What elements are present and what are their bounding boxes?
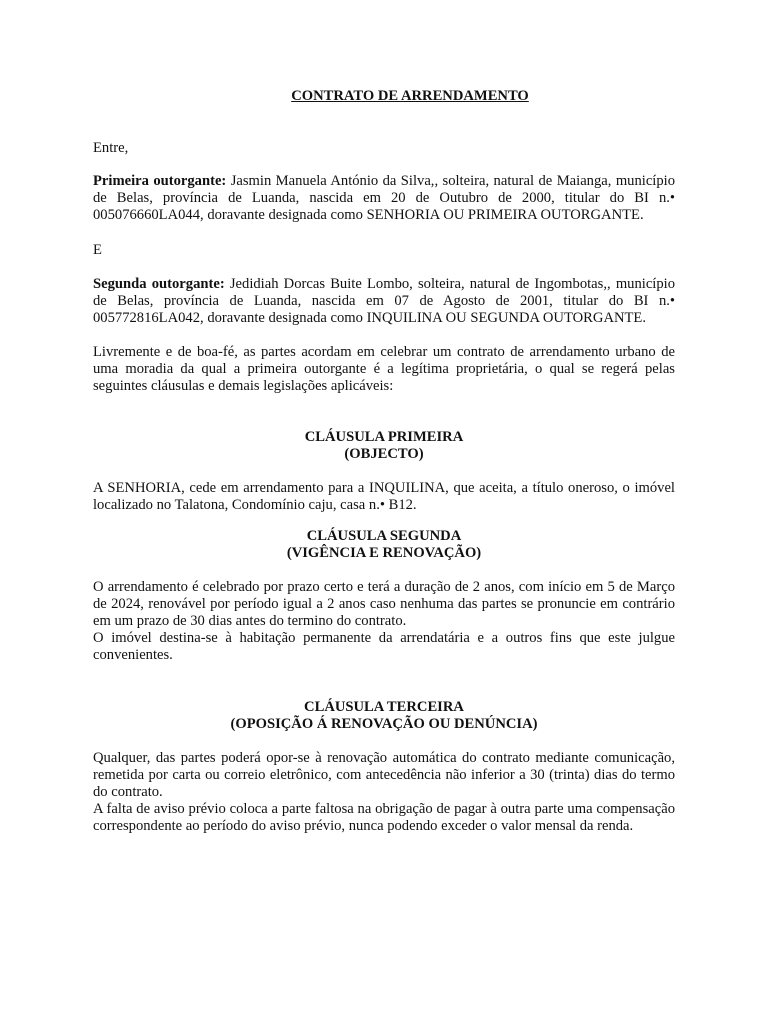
first-party-label: Primeira outorgante: (93, 173, 227, 189)
second-party-label: Segunda outorgante: (93, 276, 225, 292)
second-party-text: Jedidiah Dorcas Buite Lombo, solteira, natural de Ingombotas,, município de Belas, província de Luanda, nascida em 07 de Agosto de 2001, titular do BI n.• 005772816LA042, doravante designada como INQUILINA OU SEGUNDA OUTORGANTE. (93, 276, 675, 326)
clause-3-paragraph-2: A falta de aviso prévio coloca a parte faltosa na obrigação de pagar à outra parte uma compensação correspondente ao período do aviso prévio, nunca podendo exceder o valor mensal da renda. (93, 801, 675, 834)
document-body (93, 88, 675, 835)
clause-2-subheading: (VIGÊNCIA E RENOVAÇÃO) (286, 545, 482, 561)
preamble-paragraph: Livremente e de boa-fé, as partes acordam em celebrar um contrato de arrendamento urbano de uma moradia da qual a primeira outorgante é a legítima proprietária, o qual se regerá pelas seguintes cláusulas e demais legislações aplicáveis: (93, 344, 675, 394)
clause-1-subheading: (OBJECTO) (344, 446, 424, 462)
second-party-paragraph (93, 276, 675, 327)
clause-2-paragraph-2: O imóvel destina-se à habitação permanente da arrendatária e a outros fins que este julgue convenientes. (93, 630, 675, 663)
clause-3-subheading: (OPOSIÇÃO Á RENOVAÇÃO OU DENÚNCIA) (230, 716, 538, 732)
clause-1-paragraph-1: A SENHORIA, cede em arrendamento para a INQUILINA, que aceita, a título oneroso, o imóvel localizado no Talatona, Condomínio caju, casa n.• B12. (93, 480, 675, 513)
clause-2-heading: CLÁUSULA SEGUNDA (306, 528, 462, 544)
clause-1-heading: CLÁUSULA PRIMEIRA (304, 429, 464, 445)
first-party-paragraph (93, 173, 675, 224)
conjunction-line: E (93, 242, 102, 258)
opening-line: Entre, (93, 140, 129, 156)
document-title: CONTRATO DE ARRENDAMENTO (291, 88, 529, 104)
clause-3-heading: CLÁUSULA TERCEIRA (304, 699, 464, 715)
clause-2-paragraph-1: O arrendamento é celebrado por prazo certo e terá a duração de 2 anos, com início em 5 de Março de 2024, renovável por período igual a 2 anos caso nenhuma das partes se pronuncie em contrário em um prazo de 30 dias antes do termino do contrato. (93, 579, 675, 629)
clause-3-paragraph-1: Qualquer, das partes poderá opor-se à renovação automática do contrato mediante comunicação, remetida por carta ou correio eletrônico, com antecedência não inferior a 30 (trinta) dias do termo do contrato. (93, 750, 675, 800)
first-party-text: Jasmin Manuela António da Silva,, solteira, natural de Maianga, município de Belas, província de Luanda, nascida em 20 de Outubro de 2000, titular do BI n.• 005076660LA044, doravante designada como SENHORIA OU PRIMEIRA OUTORGANTE. (93, 173, 676, 223)
